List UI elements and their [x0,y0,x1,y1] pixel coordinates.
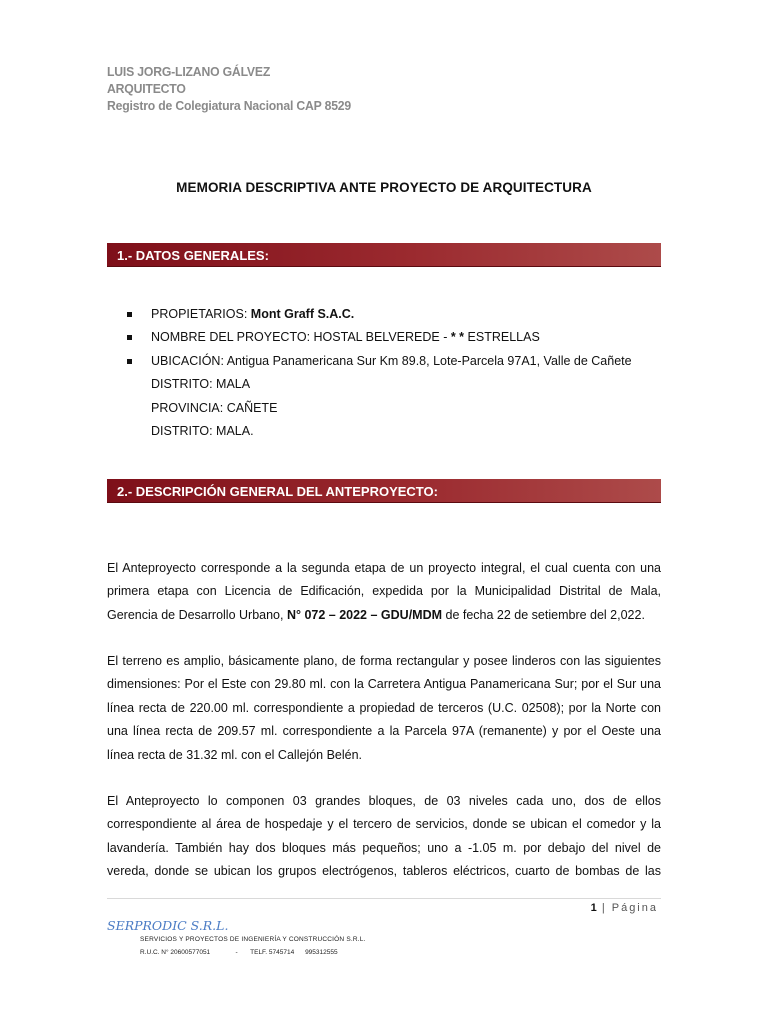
section-header-datos-generales [107,243,661,267]
section-header-descripcion-general [107,479,661,503]
paragraph-terreno: El terreno es amplio, básicamente plano, de forma rectangular y posee linderos con las siguientes dimensiones: Por el Este con 29.80 ml. con la Carretera Antigua Panamericana Sur; por el Sur una línea recta de 220.00 ml. correspondiente a propiedad de terceros (U.C. 02508); por la Norte con una línea recta de 209.57 ml. correspondiente a la Parcela 97A (remanente) y por el Oeste una línea recta de 31.32 ml. con el Callejón Belén. [107,654,661,762]
list-item-ubicacion: UBICACIÓN: Antigua Panamericana Sur Km 89.8, Lote-Parcela 97A1, Valle de Cañete [127,350,687,373]
section-title: 2.- DESCRIPCIÓN GENERAL DEL ANTEPROYECTO: [117,484,438,499]
project-stars: * * [450,330,468,345]
ubicacion-provincia: PROVINCIA: CAÑETE [151,400,278,415]
ubicacion-distrito-2: DISTRITO: MALA. [151,424,254,439]
bullet-icon [127,359,132,364]
license-number: N° 072 – 2022 – GDU/MDM [286,607,443,622]
list-item-propietarios: PROPIETARIOS: Mont Graff S.A.C. [127,303,687,326]
architect-registry: Registro de Colegiatura Nacional CAP 8529 [107,98,352,113]
company-ruc-phone: R.U.C. N° 20600577051 - TELF. 5745714 995312555 [140,949,338,956]
company-full-name: SERVICIOS Y PROYECTOS DE INGENIERÍA Y CONSTRUCCIÓN S.R.L. [140,936,366,943]
page-number: 1 | Página [590,902,658,914]
architect-profession: ARQUITECTO [107,81,186,96]
architect-name: LUIS JORG-LIZANO GÁLVEZ [107,64,271,79]
letterhead [107,63,507,114]
document-title: MEMORIA DESCRIPTIVA ANTE PROYECTO DE ARQUITECTURA [176,180,592,195]
company-name: SERPRODIC S.R.L. [107,918,229,933]
section-title: 1.- DATOS GENERALES: [117,248,269,263]
footer-divider [107,898,661,899]
paragraph-etapa: El Anteproyecto corresponde a la segunda etapa de un proyecto integral, el cual cuenta con una primera etapa con Licencia de Edificación, expedida por la Municipalidad Distrital de Mala, Gerencia de Desarrollo Urbano, N° 072 – 2022 – GDU/MDM de fecha 22 de setiembre del 2,022. [107,561,661,622]
bullet-icon [127,335,132,340]
owner-name: Mont Graff S.A.C. [250,307,355,321]
bullet-icon [127,312,132,317]
ubicacion-distrito: DISTRITO: MALA [151,377,251,392]
paragraph-bloques: El Anteproyecto lo componen 03 grandes bloques, de 03 niveles cada uno, dos de ellos correspondiente al área de hospedaje y el tercero de servicios, donde se ubican el comedor y la lavandería. También hay dos bloques más pequeños; uno a -1.05 m. por debajo del nivel de vereda, donde se ubican los grupos electrógenos, tableros eléctricos, cuarto de bombas de las [107,794,661,879]
list-item-proyecto: NOMBRE DEL PROYECTO: HOSTAL BELVEREDE - * * ESTRELLAS [127,326,687,349]
datos-generales-list [127,303,687,443]
